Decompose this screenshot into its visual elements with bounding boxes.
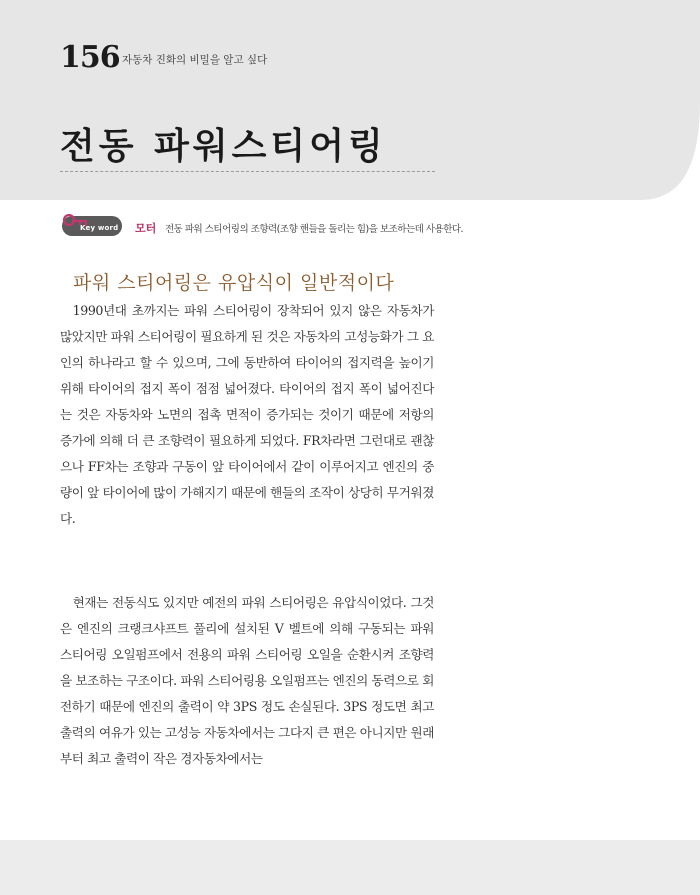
body-paragraph: 1990년대 초까지는 파워 스티어링이 장착되어 있지 않은 자동차가 많았지만 파워 스티어링이 필요하게 된 것은 자동차의 고성능화가 그 요인의 하나라고 할 수 있으며, 그에 동반하여 타이어의 접지력을 높이기 위해 타이어의 접지 폭이 점점 넓어졌다. 타이어의 접지 폭이 넓어진다는 것은 자동차와 노면의 접촉 면적이 증가되는 것이기 때문에 저항의 증가에 의해 더 큰 조향력이 필요하게 되었다. FR차라면 그런대로 괜찮으나 FF차는 조향과 구동이 앞 타이어에서 같이 이루어지고 엔진의 중량이 앞 타이어에 많이 가해지기 때문에 핸들의 조작이 상당히 무거워졌다. bbox=[60, 303, 434, 526]
header-band bbox=[0, 0, 700, 200]
section-heading: 파워 스티어링은 유압식이 일반적이다 bbox=[73, 272, 395, 294]
keyword-term: 모터 bbox=[135, 222, 157, 235]
chapter-title: 전동 파워스티어링 bbox=[60, 126, 387, 167]
keyword-definition: 전동 파워 스티어링의 조향력(조향 핸들을 돌리는 힘)을 보조하는데 사용한다. bbox=[165, 224, 464, 235]
keyword-badge-label: Key word bbox=[80, 224, 119, 232]
page-number: 156 bbox=[60, 40, 120, 75]
book-title: 자동차 진화의 비밀을 알고 싶다 bbox=[122, 54, 268, 66]
title-divider bbox=[60, 171, 435, 172]
body-paragraph: 현재는 전동식도 있지만 예전의 파워 스티어링은 유압식이었다. 그것은 엔진의 크랭크샤프트 풀리에 설치된 V 벨트에 의해 구동되는 파워 스티어링 오일펌프에서 전용의 파워 스티어링 오일을 순환시켜 조향력을 보조하는 구조이다. 파워 스티어링용 오일펌프는 엔진의 동력으로 회전하기 때문에 엔진의 출력이 약 3PS 정도 손실된다. 3PS 정도면 최고 출력의 여유가 있는 고성능 자동차에서는 그다지 큰 편은 아니지만 원래부터 최고 출력이 작은 경자동차에서는 bbox=[60, 595, 434, 766]
footer-band bbox=[0, 840, 700, 895]
